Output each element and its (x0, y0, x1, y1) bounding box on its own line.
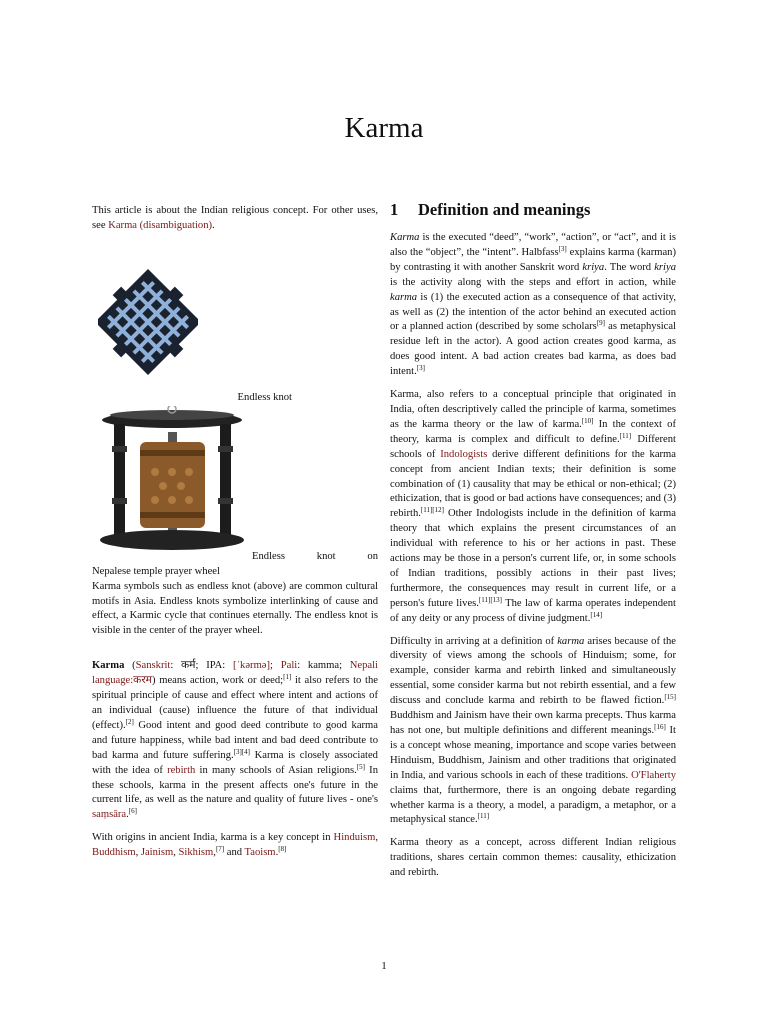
link-jainism[interactable]: Jainism (140, 847, 174, 859)
left-column (92, 204, 378, 869)
link-karma-disambiguation[interactable]: Karma (disambiguation) (108, 219, 213, 231)
link-hinduism[interactable]: Hinduism (333, 832, 376, 844)
section-paragraph-2: Karma, also refers to a conceptual principle that originated in India, often descriptively called the principle of karma, sometimes as the karma theory or the law of karma.[10] In the context of theory, karma is complex and difficult to define.[11] Different schools of Indologists derive different definitions for the karma concept from ancient Indian texts; their definition is some combination of (1) causality that may be ethical or non-ethical; (2) ethicization, that is good or bad actions have consequences; and (3) rebirth.[11][12] Other Indologists include in the definition of karma theory that which explains the present circumstances of an individual with reference to his or her actions in past. These actions may be those in a person's current life, or, in some schools of Indian traditions, possibly actions in their past lives; furthermore, the consequences may result in current life, or a person's future lives.[11][13] The law of karma operates independent of any deity or any process of divine judgment.[14] (390, 389, 677, 624)
figure-description: Karma symbols such as endless knot (above) are common cultural motifs in Asia. Endless knots symbolize interlinking of cause and effect, a Karmic cycle that continues eternally. The endless knot is visible in the center of the prayer wheel. (92, 580, 378, 637)
ref[interactable]: [3][4] (233, 747, 250, 756)
link-oflaherty[interactable]: O'Flaherty (631, 769, 676, 781)
ref[interactable]: [16] (654, 723, 666, 731)
page-number: 1 (381, 960, 387, 972)
ref[interactable]: [14] (590, 610, 603, 619)
ref[interactable]: [11] (619, 431, 632, 440)
right-column (390, 200, 676, 889)
section-paragraph-3: Difficulty in arriving at a definition of karma arises because of the diversity of views among the schools of Hinduism; some, for example, consider karma and rebirth linked and simultaneously essential, some consider karma but not rebirth essential, and a few discuss and conclude karma and rebirth to be flawed fiction.[15] Buddhism and Jainism have their own karma precepts. Thus karma has not one, but multiple definitions and different meanings.[16] It is a concept whose meaning, importance and scope varies between Hinduism, Buddhism, Jainism and other traditions that originated in India, and various schools in each of these traditions. O'Flaherty claims that, furthermore, there is an ongoing debate regarding whether karma is a theory, a model, a paradigm, a metaphor, or a metaphysical stance.[11] (390, 635, 676, 826)
link-pali[interactable]: Pali (280, 660, 298, 672)
section-paragraph-1: Karma is the executed “deed”, “work”, “action”, or “act”, and it is also the “object”, the “intent”. Halbfass[3] explains karma (karman) by contrasting it with another Sanskrit word kriya. The word kriya is the activity along with the steps and effort in action, while karma is (1) the executed action as a consequence of that activity, as well as (2) the intention of the actor behind an executed action or a planned action (described by some scholars[9] as metaphysical residue left in the actor). A good action creates good karma, as does good intent. A bad action creates bad karma, as does bad intent.[3] (390, 232, 677, 378)
section-paragraph-4: Karma theory as a concept, across different Indian religious traditions, shares certain common themes: causality, ethicization and rebirth. (390, 837, 676, 879)
ref[interactable]: [7] (215, 845, 225, 854)
ref[interactable]: [2] (125, 717, 134, 726)
link-indologists[interactable]: Indologists (440, 448, 488, 460)
ref[interactable]: [8] (278, 845, 287, 854)
ref[interactable]: [11][12] (420, 506, 444, 515)
intro-paragraph-1: Karma (Sanskrit: कर्म; IPA: [ˈkərmə]; Pali: kamma; Nepali language:करम) means action, work or deed;[1] it also refers to the spiritual principle of cause and effect where intent and actions of an individual (cause) influence the future of that individual (effect).[2] Good intent and good deed contribute to good karma and future happiness, while bad intent and bad deed contribute to bad karma and future suffering.[3][4] Karma is closely associated with the idea of rebirth in many schools of Asian religions.[5] In these schools, karma in the present affects one's future in the current life, as well as the nature and quality of future lives - one's saṃsāra.[6] (92, 660, 379, 821)
ref[interactable]: [11][13] (478, 595, 502, 604)
figure-prayer-wheel (92, 406, 378, 566)
ref[interactable]: [11] (477, 812, 490, 821)
link-sikhism[interactable]: Sikhism (178, 847, 214, 859)
link-nepali-language[interactable]: Nepali language:करम (92, 660, 379, 687)
link-taoism[interactable]: Taoism (244, 847, 276, 859)
page-title: Karma (344, 112, 424, 144)
ref[interactable]: [15] (664, 693, 676, 702)
figure-endless-knot (92, 256, 378, 406)
link-sanskrit[interactable]: Sanskrit (135, 660, 171, 672)
ref[interactable]: [5] (356, 762, 365, 771)
ref[interactable]: [10] (581, 416, 594, 425)
ref[interactable]: [1] (283, 673, 292, 682)
intro-paragraph-2: With origins in ancient India, karma is a key concept in Hinduism, Buddhism, Jainism, Sikhism,[7] and Taoism.[8] (92, 832, 378, 859)
figure-caption-2: Endless knot on Nepalese temple prayer wheel (92, 550, 378, 577)
prayer-wheel-icon (100, 406, 245, 554)
ref[interactable]: [3] (416, 364, 425, 373)
link-ipa[interactable]: [ˈkərmə] (232, 660, 271, 672)
figure-caption: Endless knot (237, 391, 292, 403)
ref[interactable]: [3] (558, 244, 567, 253)
ref[interactable]: [9] (596, 319, 605, 328)
endless-knot-icon (98, 262, 198, 380)
link-samsara[interactable]: saṃsāra (92, 809, 127, 821)
ref[interactable]: [6] (128, 807, 137, 816)
section-heading: 1 Definition and meanings (390, 200, 591, 219)
link-buddhism[interactable]: Buddhism (92, 847, 136, 859)
link-rebirth[interactable]: rebirth (167, 764, 196, 776)
hatnote: This article is about the Indian religious concept. For other uses, see Karma (disambiguation). (92, 205, 378, 231)
